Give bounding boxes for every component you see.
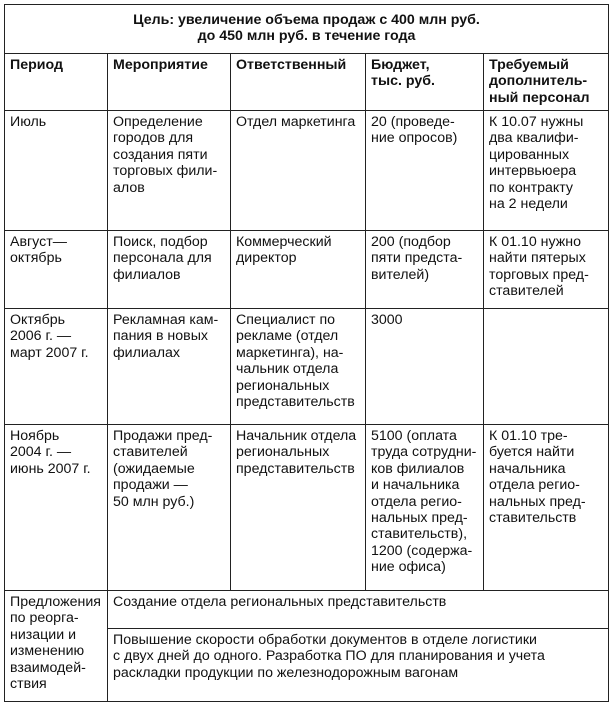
staff-line: по контракту <box>489 179 574 196</box>
staff-line: буется найти <box>489 444 575 461</box>
staff-line: К 01.10 тре- <box>489 428 568 445</box>
proposals-label-line: ствия <box>10 676 47 693</box>
proposals-label <box>5 591 108 702</box>
activity-cell <box>108 309 231 425</box>
responsible-line: рекламе (отдел <box>236 328 339 345</box>
table-row <box>5 231 609 309</box>
budget-line: и начальника <box>371 477 460 494</box>
period-cell <box>5 111 108 231</box>
staff-line: отдела регио- <box>489 477 580 494</box>
goal-row <box>5 5 609 54</box>
proposals-label-line: взаимодей- <box>10 659 86 676</box>
responsible-line: директор <box>236 250 297 267</box>
staff-line: ставителей <box>489 283 564 300</box>
period-line: 2004 г. — <box>10 444 72 461</box>
responsible-line: Коммерческий <box>236 234 332 251</box>
activity-line: Поиск, подбор <box>113 234 208 251</box>
activity-line: городов для <box>113 130 194 147</box>
budget-cell <box>366 111 484 231</box>
budget-line: труда сотрудни- <box>371 444 477 461</box>
proposals-label-line: по реорга- <box>10 610 79 627</box>
budget-line: 5100 (оплата <box>371 428 457 445</box>
table-row <box>5 111 609 231</box>
staff-line: цированных <box>489 146 570 163</box>
responsible-cell <box>231 231 366 309</box>
header-responsible-line: Ответственный <box>236 56 347 73</box>
header-staff <box>484 53 609 110</box>
responsible-line: представительств <box>236 394 355 411</box>
header-activity <box>108 53 231 110</box>
responsible-line: маркетинга), на- <box>236 344 344 361</box>
proposal-item <box>108 591 609 629</box>
responsible-line: региональных <box>236 444 330 461</box>
header-staff-line: ный персонал <box>489 89 590 106</box>
budget-line: ние опросов) <box>371 130 458 147</box>
responsible-line: чальник отдела <box>236 361 339 378</box>
budget-line: отдела регио- <box>371 493 462 510</box>
budget-cell <box>366 231 484 309</box>
activity-line: персонала для <box>113 250 212 267</box>
staff-cell <box>484 111 609 231</box>
responsible-cell <box>231 425 366 591</box>
goal-line-1: Цель: увеличение объема продаж с 400 млн руб. <box>133 12 480 28</box>
staff-line: найти пятерых <box>489 250 586 267</box>
table-row <box>5 425 609 591</box>
budget-line: вителей) <box>371 266 430 283</box>
activity-cell <box>108 231 231 309</box>
period-line: Октябрь <box>10 312 65 329</box>
activity-line: Определение <box>113 114 203 131</box>
activity-line: пания в новых <box>113 328 208 345</box>
header-period <box>5 53 108 110</box>
proposals-label-line: изменению <box>10 643 85 660</box>
proposal-item-line: с двух дней до одного. Разработка ПО для планирования и учета <box>113 648 545 665</box>
staff-line: начальника <box>489 460 566 477</box>
sales-plan-table <box>4 4 609 702</box>
responsible-line: Начальник отдела <box>236 428 357 445</box>
activity-line: создания пяти <box>113 146 208 163</box>
budget-cell <box>366 309 484 425</box>
staff-line: К 10.07 нужны <box>489 114 584 131</box>
staff-line: ставительств <box>489 510 577 527</box>
proposals-label-line: низации и <box>10 626 76 643</box>
staff-line: К 01.10 нужно <box>489 234 581 251</box>
period-line: Ноябрь <box>10 428 60 445</box>
period-line: Август— <box>10 234 67 251</box>
header-period-line: Период <box>10 56 63 73</box>
activity-line: 50 млн руб.) <box>113 493 195 510</box>
proposals-label-line: Предложения <box>10 594 101 611</box>
activity-line: (ожидаемые <box>113 460 195 477</box>
period-line: октябрь <box>10 250 62 267</box>
staff-cell <box>484 231 609 309</box>
budget-line: 1200 (содержа- <box>371 542 473 559</box>
header-budget-line: тыс. руб. <box>371 73 435 90</box>
activity-line: ставителей <box>113 444 188 461</box>
responsible-cell <box>231 309 366 425</box>
period-line: март 2007 г. <box>10 344 89 361</box>
staff-line: нальных пред- <box>489 493 586 510</box>
proposals-section <box>5 591 609 702</box>
budget-cell <box>366 425 484 591</box>
staff-cell <box>484 425 609 591</box>
table-row <box>5 309 609 425</box>
activity-line: филиалов <box>113 266 181 283</box>
budget-line: пяти предста- <box>371 250 463 267</box>
header-staff-line: Требуемый <box>489 56 569 73</box>
header-responsible <box>231 53 366 110</box>
activity-line: алов <box>113 179 145 196</box>
activity-line: филиалах <box>113 344 180 361</box>
staff-line: торговых пред- <box>489 266 589 283</box>
header-budget-line: Бюджет, <box>371 56 430 73</box>
budget-line: 200 (подбор <box>371 234 451 251</box>
proposal-row <box>5 591 609 629</box>
responsible-line: региональных <box>236 377 330 394</box>
responsible-line: представительств <box>236 460 355 477</box>
responsible-line: Специалист по <box>236 312 336 329</box>
activity-line: Продажи пред- <box>113 428 213 445</box>
period-cell <box>5 425 108 591</box>
responsible-line: Отдел маркетинга <box>236 114 356 131</box>
period-line: 2006 г. — <box>10 328 72 345</box>
proposal-item-line: Создание отдела региональных представительств <box>113 594 447 611</box>
staff-line: на 2 недели <box>489 196 568 213</box>
budget-line: ставительств), <box>371 526 468 543</box>
goal-cell <box>5 5 609 54</box>
activity-cell <box>108 111 231 231</box>
header-activity-line: Мероприятие <box>113 56 208 73</box>
activity-line: Рекламная кам- <box>113 312 219 329</box>
budget-line: ков филиалов <box>371 460 465 477</box>
activity-cell <box>108 425 231 591</box>
header-row <box>5 53 609 110</box>
budget-line: 3000 <box>371 312 403 329</box>
header-staff-line: дополнитель- <box>489 73 588 90</box>
period-cell <box>5 309 108 425</box>
period-cell <box>5 231 108 309</box>
responsible-cell <box>231 111 366 231</box>
staff-cell <box>484 309 609 425</box>
table-body <box>5 111 609 591</box>
budget-line: 20 (проведе- <box>371 114 455 131</box>
budget-line: нальных пред- <box>371 510 468 527</box>
goal-line-2: до 450 млн руб. в течение года <box>197 28 416 45</box>
proposal-item-line: раскладки продукции по железнодорожным вагонам <box>113 664 459 681</box>
proposal-item-line: Повышение скорости обработки документов в отделе логистики <box>113 632 537 649</box>
budget-line: ние офиса) <box>371 559 446 576</box>
period-line: Июль <box>10 114 47 131</box>
staff-line: интервьюера <box>489 163 577 180</box>
period-line: июнь 2007 г. <box>10 460 91 477</box>
proposal-item <box>108 629 609 702</box>
header-budget <box>366 53 484 110</box>
activity-line: продажи — <box>113 477 188 494</box>
staff-line: два квалифи- <box>489 130 579 147</box>
activity-line: торговых фили- <box>113 163 218 180</box>
